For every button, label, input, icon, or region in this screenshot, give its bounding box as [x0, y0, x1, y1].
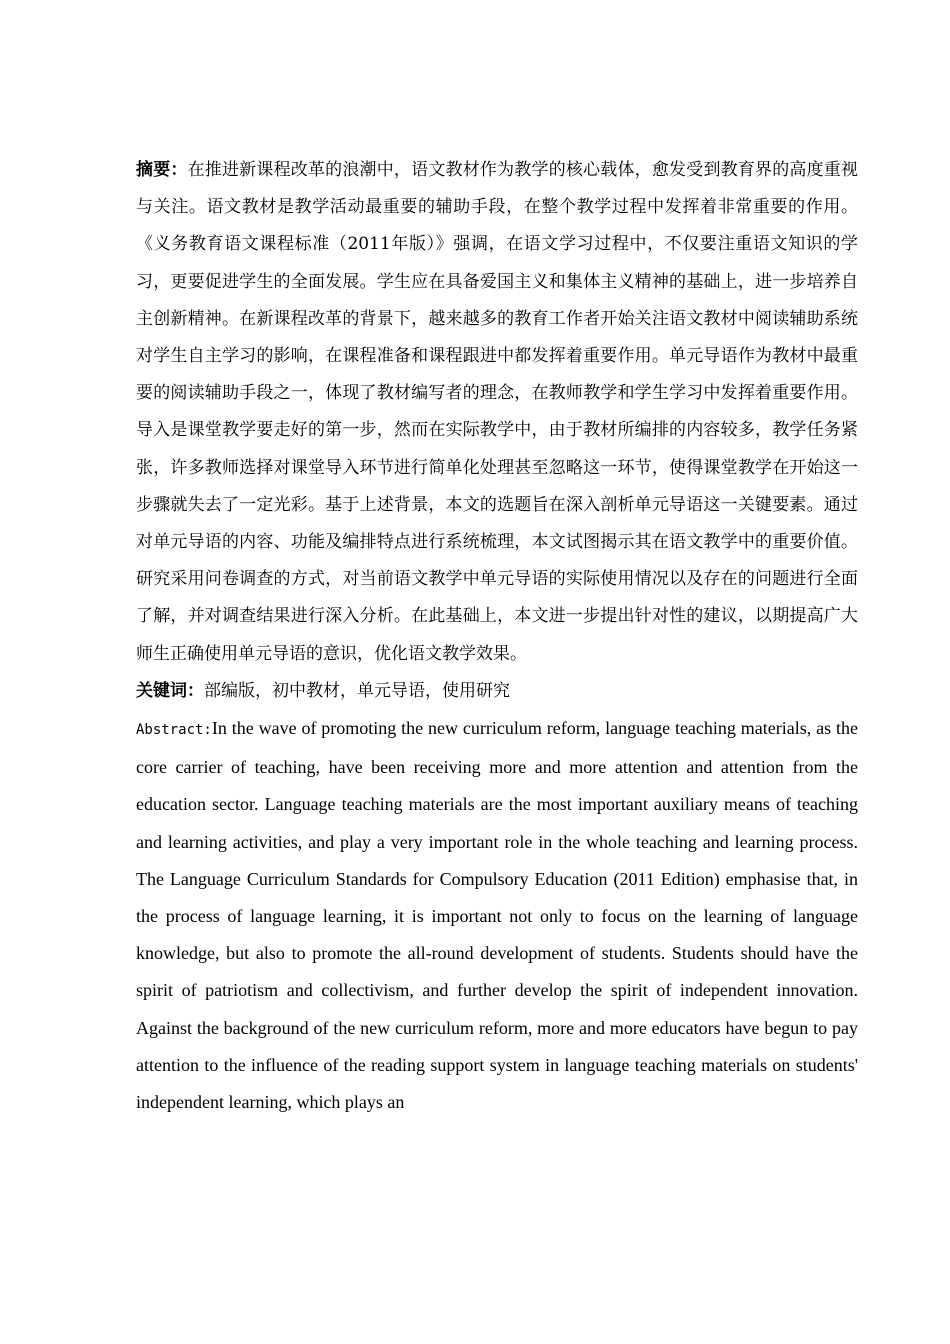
english-abstract: [136, 710, 858, 1121]
english-abstract-text: In the wave of promoting the new curriculum reform, language teaching materials, as the core carrier of teaching, have been receiving more and more attention and attention from the education sector. Language teaching materials are the most important auxiliary means of teaching and learning activities, and play a very important role in the whole teaching and learning process. The Language Curriculum Standards for Compulsory Education (2011 Edition) emphasise that, in the process of language learning, it is important not only to focus on the learning of language knowledge, but also to promote the all-round development of students. Students should have the spirit of patriotism and collectivism, and further develop the spirit of independent innovation. Against the background of the new curriculum reform, more and more educators have begun to pay attention to the influence of the reading support system in language teaching materials on students' independent learning, which plays an: [136, 718, 858, 1113]
page-content: [136, 152, 858, 1121]
chinese-keywords: [136, 673, 858, 710]
chinese-abstract-text: 在推进新课程改革的浪潮中，语文教材作为教学的核心载体，愈发受到教育界的高度重视与关注。语文教材是教学活动最重要的辅助手段，在整个教学过程中发挥着非常重要的作用。《义务教育语文课程标准（2011年版）》强调，在语文学习过程中，不仅要注重语文知识的学习，更要促进学生的全面发展。学生应在具备爱国主义和集体主义精神的基础上，进一步培养自主创新精神。在新课程改革的背景下，越来越多的教育工作者开始关注语文教材中阅读辅助系统对学生自主学习的影响，在课程准备和课程跟进中都发挥着重要作用。单元导语作为教材中最重要的阅读辅助手段之一，体现了教材编写者的理念，在教师教学和学生学习中发挥着重要作用。导入是课堂教学要走好的第一步，然而在实际教学中，由于教材所编排的内容较多，教学任务紧张，许多教师选择对课堂导入环节进行简单化处理甚至忽略这一环节，使得课堂教学在开始这一步骤就失去了一定光彩。基于上述背景，本文的选题旨在深入剖析单元导语这一关键要素。通过对单元导语的内容、功能及编排特点进行系统梳理，本文试图揭示其在语文教学中的重要价值。研究采用问卷调查的方式，对当前语文教学中单元导语的实际使用情况以及存在的问题进行全面了解，并对调查结果进行深入分析。在此基础上，本文进一步提出针对性的建议，以期提高广大师生正确使用单元导语的意识，优化语文教学效果。: [136, 160, 859, 664]
chinese-keywords-label: 关键词：: [136, 680, 204, 701]
chinese-abstract-label: 摘要：: [136, 160, 188, 180]
english-abstract-label: Abstract:: [136, 722, 212, 739]
chinese-abstract: [136, 152, 858, 673]
chinese-keywords-text: 部编版，初中教材，单元导语，使用研究: [204, 680, 510, 701]
